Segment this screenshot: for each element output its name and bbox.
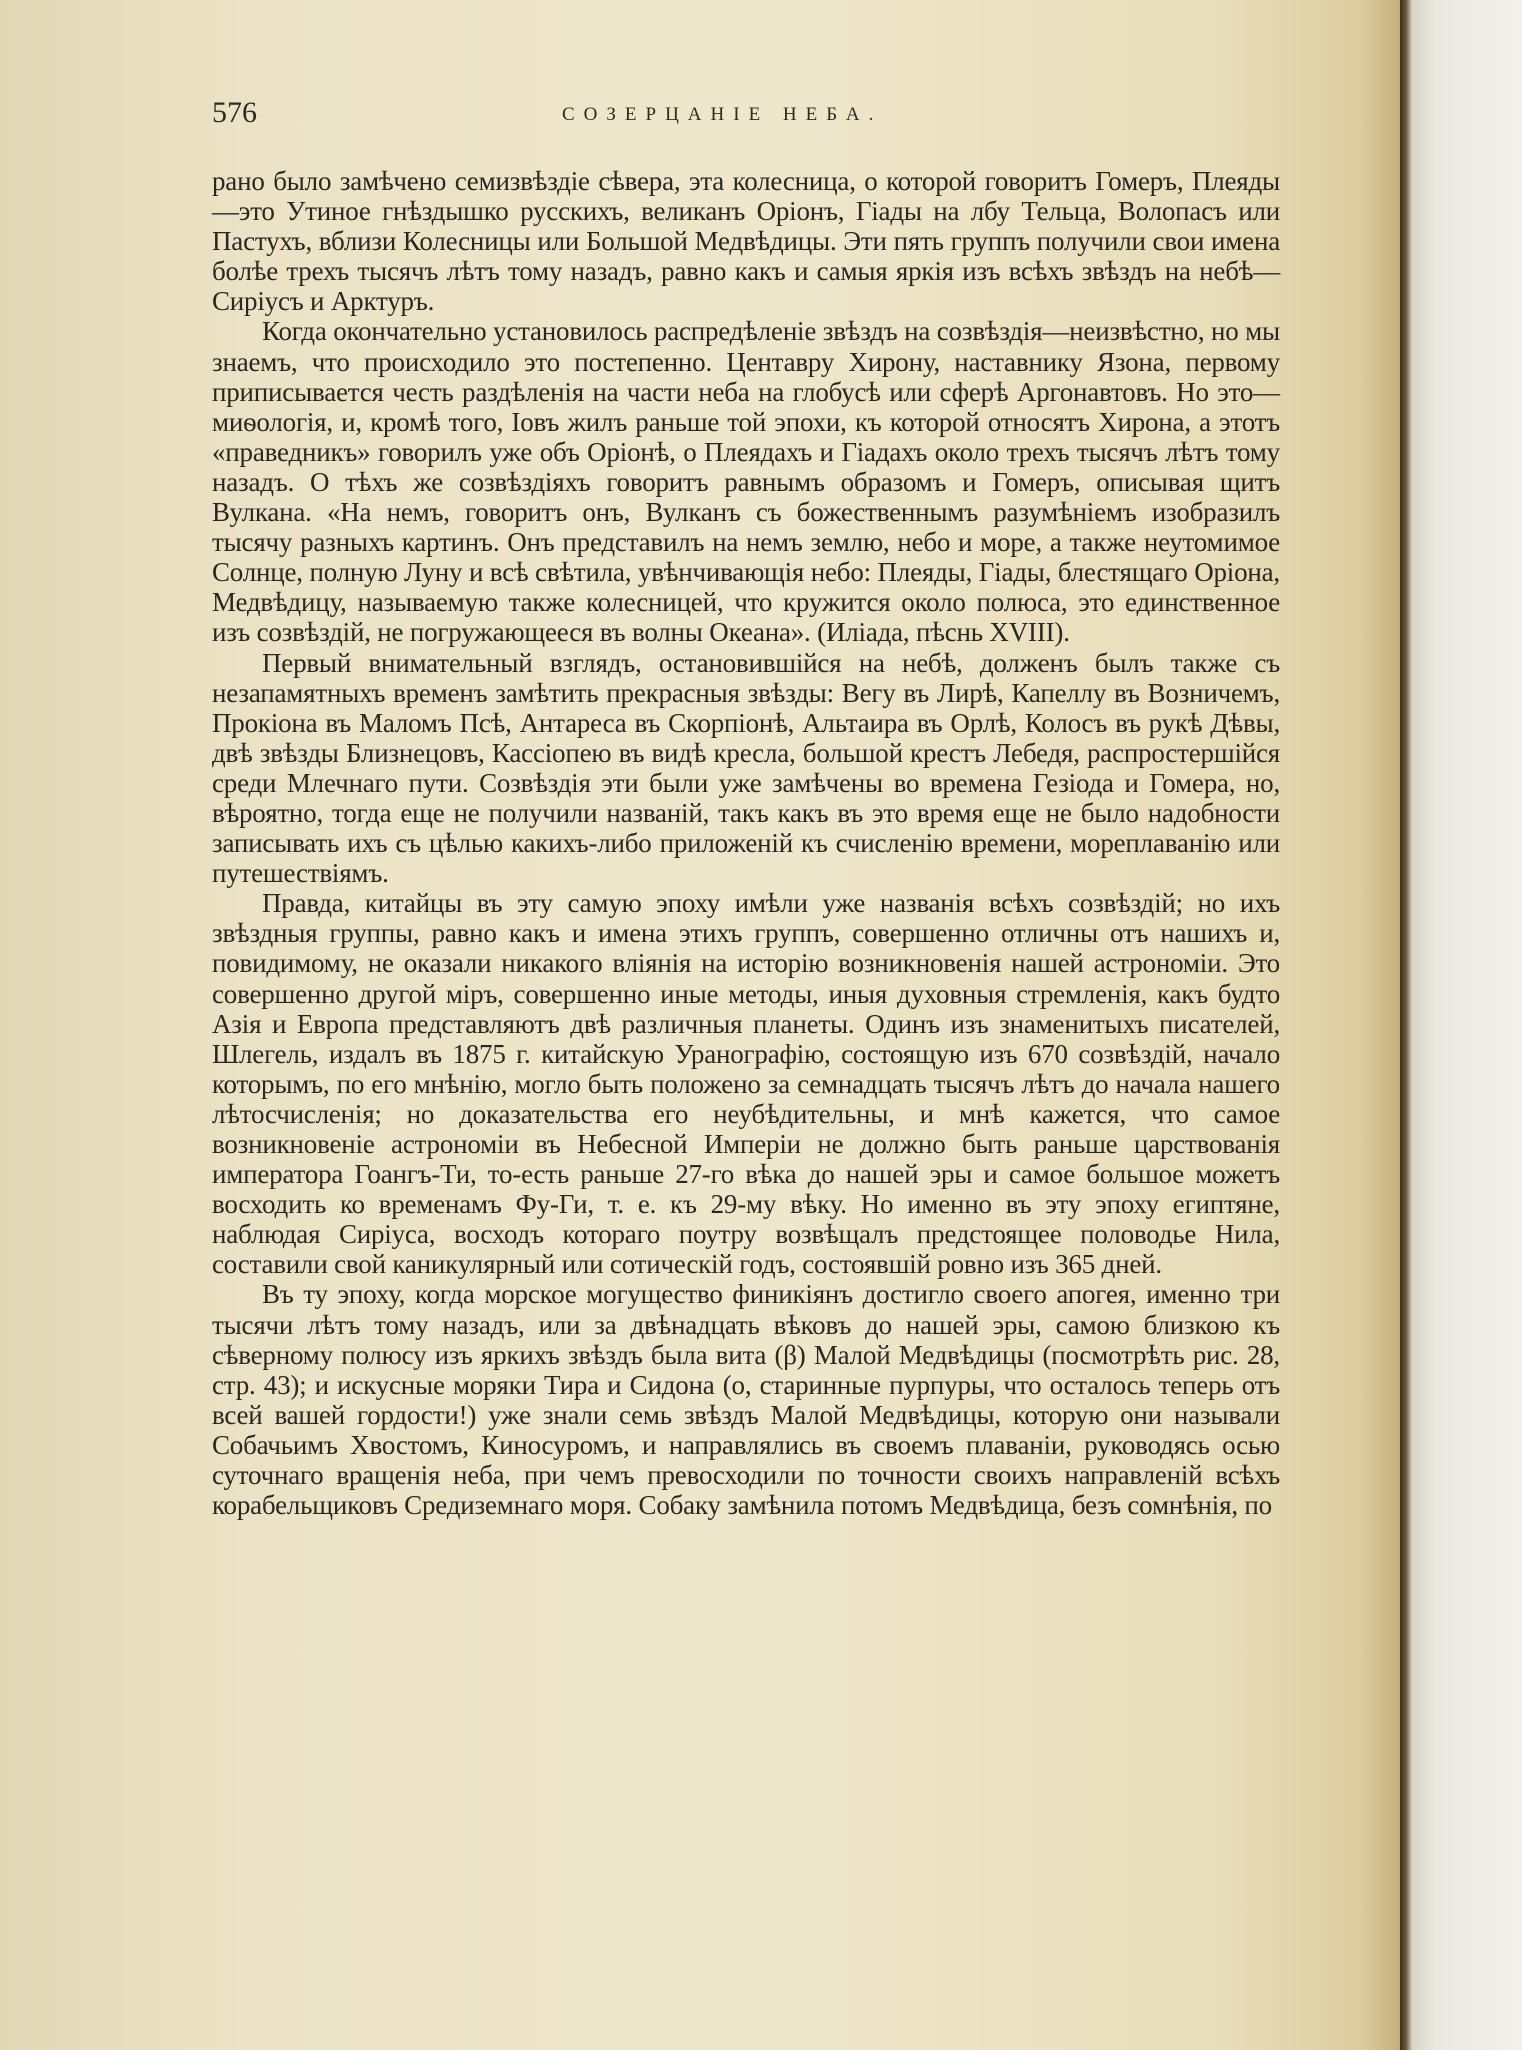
paragraph: Когда окончательно установилось распредѣленіе звѣздъ на созвѣздія—неизвѣстно, но мы знаемъ, что происходило это постепенно. Центавру Хирону, наставнику Язона, первому приписывается честь раздѣленія на части неба на глобусѣ или сферѣ Аргонавтовъ. Но это—миѳологія, и, кромѣ того, Іовъ жилъ раньше той эпохи, къ которой относятъ Хирона, а этотъ «праведникъ» говорилъ уже объ Оріонѣ, о Плеядахъ и Гіадахъ около трехъ тысячъ лѣтъ тому назадъ. О тѣхъ же созвѣздіяхъ говоритъ равнымъ образомъ и Гомеръ, описывая щитъ Вулкана. «На немъ, говоритъ онъ, Вулканъ съ божественнымъ разумѣніемъ изобразилъ тысячу разныхъ картинъ. Онъ представилъ на немъ землю, небо и море, а также неутомимое Солнце, полную Луну и всѣ свѣтила, увѣнчивающія небо: Плеяды, Гіады, блестящаго Оріона, Медвѣдицу, называемую также колесницей, что кружится около полюса, это единственное изъ созвѣздій, не погружающееся въ волны Океана». (Иліада, пѣснь XVIII).	[212, 316, 1280, 648]
paragraph: Правда, китайцы въ эту самую эпоху имѣли уже названія всѣхъ созвѣздій; но ихъ звѣздныя группы, равно какъ и имена этихъ группъ, совершенно отличны отъ нашихъ и, повидимому, не оказали никакого вліянія на исторію возникновенія нашей астрономіи. Это совершенно другой міръ, совершенно иные методы, иныя духовныя стремленія, какъ будто Азія и Европа представляютъ двѣ различныя планеты. Одинъ изъ знаменитыхъ писателей, Шлегель, издалъ въ 1875 г. китайскую Уранографію, состоящую изъ 670 созвѣздій, начало которымъ, по его мнѣнію, могло быть положено за семнадцать тысячъ лѣтъ до начала нашего лѣтосчисленія; но доказательства его неубѣдительны, и мнѣ кажется, что самое возникновеніе астрономіи въ Небесной Имперіи не должно быть раньше царствованія императора Гоангъ-Ти, то-есть раньше 27-го вѣка до нашей эры и самое большое можетъ восходить ко временамъ Фу-Ги, т. е. къ 29-му вѣку. Но именно въ эту эпоху египтяне, наблюдая Сиріуса, восходъ котораго поутру возвѣщалъ предстоящее половодье Нила, составили свой каникулярный или сотическій годъ, состоявшій ровно изъ 365 дней.	[212, 888, 1280, 1280]
running-title: СОЗЕРЦАНІЕ НЕБА.	[562, 104, 883, 125]
paragraph: Первый внимательный взглядъ, остановившійся на небѣ, долженъ былъ также съ незапамятныхъ временъ замѣтить прекрасныя звѣзды: Вегу въ Лирѣ, Капеллу въ Возничемъ, Прокіона въ Маломъ Псѣ, Антареса въ Скорпіонѣ, Альтаира въ Орлѣ, Колосъ въ рукѣ Дѣвы, двѣ звѣзды Близнецовъ, Кассіопею въ видѣ кресла, большой крестъ Лебедя, распростершійся среди Млечнаго пути. Созвѣздія эти были уже замѣчены во времена Гезіода и Гомера, но, вѣроятно, тогда еще не получили названій, такъ какъ въ это время еще не было надобности записывать ихъ съ цѣлью какихъ-либо приложеній къ счисленію времени, мореплаванію или путешествіямъ.	[212, 647, 1280, 889]
page-header	[212, 96, 1282, 136]
page-number: 576	[212, 96, 257, 129]
body-text	[212, 166, 1280, 1520]
paragraph: рано было замѣчено семизвѣздіе сѣвера, эта колесница, о которой говоритъ Гомеръ, Плеяды—это Утиное гнѣздышко русскихъ, великанъ Оріонъ, Гіады на лбу Тельца, Волопасъ или Пастухъ, вблизи Колесницы или Большой Медвѣдицы. Эти пять группъ получили свои имена болѣе трехъ тысячъ лѣтъ тому назадъ, равно какъ и самыя яркія изъ всѣхъ звѣздъ на небѣ—Сиріусъ и Арктуръ.	[212, 166, 1280, 317]
scan-edge	[1400, 0, 1522, 2050]
paragraph: Въ ту эпоху, когда морское могущество финикіянъ достигло своего апогея, именно три тысячи лѣтъ тому назадъ, или за двѣнадцать вѣковъ до нашей эры, самою близкою къ сѣверному полюсу изъ яркихъ звѣздъ была вита (β) Малой Медвѣдицы (посмотрѣть рис. 28, стр. 43); и искусные моряки Тира и Сидона (о, старинные пурпуры, что осталось теперь отъ всей вашей гордости!) уже знали семь звѣздъ Малой Медвѣдицы, которую они называли Собачьимъ Хвостомъ, Киносуромъ, и направлялись въ своемъ плаваніи, руководясь осью суточнаго вращенія неба, при чемъ превосходили по точности своихъ направленій всѣхъ корабельщиковъ Средиземнаго моря. Собаку замѣнила потомъ Медвѣдица, безъ сомнѣнія, по	[212, 1279, 1280, 1521]
